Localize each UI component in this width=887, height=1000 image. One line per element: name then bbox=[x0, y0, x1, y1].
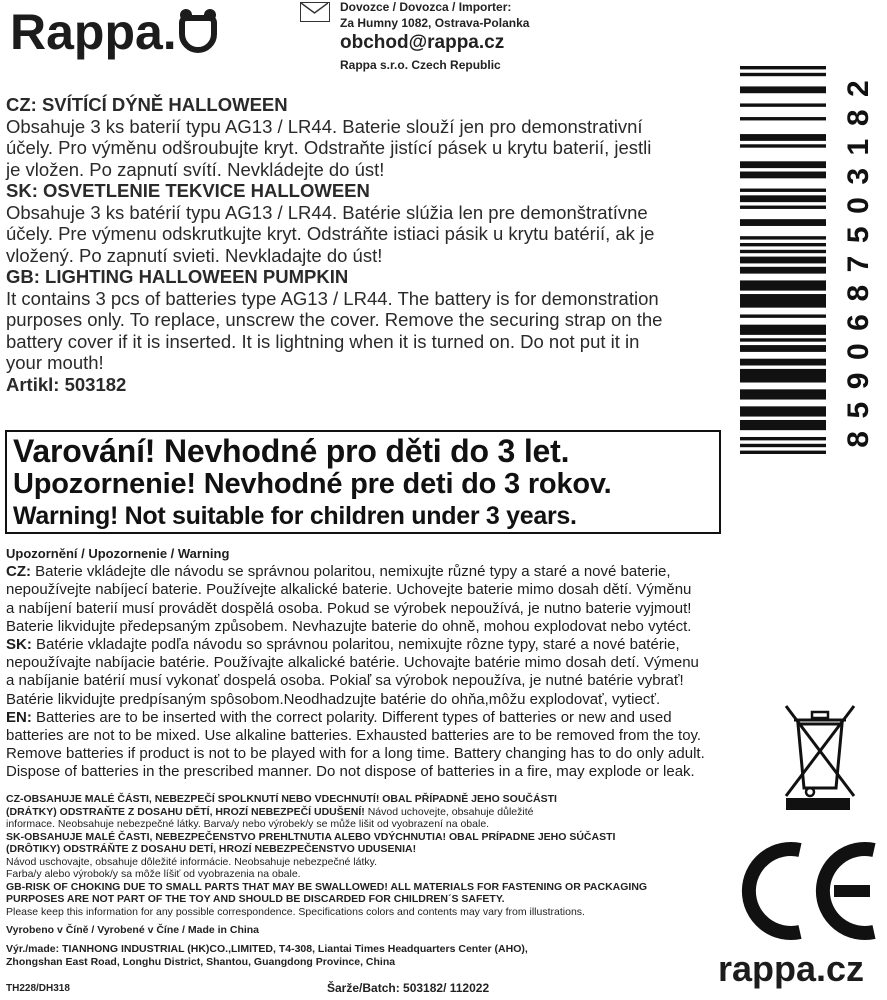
barcode-bar bbox=[740, 338, 826, 341]
barcode-bar bbox=[740, 406, 826, 416]
gb-text-line: It contains 3 pcs of batteries type AG13 / LR44. The battery is for demonstration bbox=[6, 287, 659, 309]
en-warning-line: Remove batteries if product is not to be played with for a long time. Battery changing has to do only adult. bbox=[6, 745, 705, 763]
sk-label: SK: bbox=[6, 636, 32, 654]
barcode-digit: 0 bbox=[841, 343, 875, 361]
cz-label: CZ: bbox=[6, 563, 31, 581]
brand-logo bbox=[10, 4, 217, 60]
sk-text-line: Obsahuje 3 ks batérií typu AG13 / LR44. Batérie slúžia len pre demonštratívne bbox=[6, 201, 648, 223]
barcode-bar bbox=[740, 161, 826, 168]
barcode-bar bbox=[740, 325, 826, 335]
barcode-bar bbox=[740, 250, 826, 253]
cz-text-line: je vložen. Po zapnutí svítí. Nevkládejte do úst! bbox=[6, 158, 385, 180]
sk-warning-line: Batérie vkladajte podľa návodu so správnou polaritou, nemixujte rôzne typy, staré a nové batérie, bbox=[31, 636, 680, 654]
barcode-bar bbox=[740, 117, 826, 120]
barcode-bar bbox=[740, 73, 826, 76]
barcode-bar bbox=[740, 172, 826, 179]
barcode-digit: 8 bbox=[841, 431, 875, 448]
barcode-bar bbox=[740, 389, 826, 399]
barcode-digit: 8 bbox=[841, 284, 875, 302]
gb-text-line: your mouth! bbox=[6, 352, 104, 373]
barcode-bar bbox=[740, 451, 826, 454]
barcode-bar bbox=[740, 86, 826, 93]
barcode-digit: 0 bbox=[841, 197, 875, 214]
en-label: EN: bbox=[6, 708, 32, 726]
cz-title: CZ: SVÍTÍCÍ DÝNĚ HALLOWEEN bbox=[6, 94, 288, 115]
sk-safety-line: SK-OBSAHUJE MALÉ ČASTI, NEBEZPEČENSTVO PREHLTNUTIA ALEBO VDÝCHNUTIA! OBAL PRÍPADNE JEHO SÚČASTI bbox=[6, 830, 616, 843]
barcode-bar bbox=[740, 280, 826, 290]
sk-safety-part: ODSTRÁŇTE Z DOSAHU DETÍ, HROZÍ NEBEZPEČENSTVO UDUSENIA! bbox=[63, 843, 417, 855]
manufacturer-line: Zhongshan East Road, Longhu District, Shantou, Guangdong Province, China bbox=[6, 955, 396, 968]
barcode-bar bbox=[740, 219, 826, 226]
barcode-digit: 7 bbox=[841, 255, 875, 273]
batch-number: Šarže/Batch: 503182/ 112022 bbox=[327, 981, 490, 995]
ce-mark-icon bbox=[738, 836, 878, 946]
barcode-digit: 8 bbox=[841, 109, 875, 127]
sk-warning-line: Batérie likvidujte predpísaným spôsobom.Neodhadzujte batérie do ohňa,môžu explodovať, vytiecť. bbox=[6, 690, 661, 708]
importer-company: Rappa s.r.o. Czech Republic bbox=[340, 58, 501, 72]
manufacturer-line: Výr./made: TIANHONG INDUSTRIAL (HK)CO.,LIMITED, T4-308, Liantai Times Headquarters Center (AHO), bbox=[6, 942, 528, 955]
cz-safety-part: Návod uchovejte, obsahuje důležité bbox=[364, 805, 534, 818]
age-warning-sk: Upozornenie! Nevhodné pre deti do 3 rokov. bbox=[13, 468, 612, 500]
battery-warning-header: Upozornění / Upozornenie / Warning bbox=[6, 546, 230, 561]
barcode-digit: 3 bbox=[841, 167, 875, 185]
cz-text-line: účely. Pro výměnu odšroubujte kryt. Odstraňte jistící pásek u krytu baterií, jestli bbox=[6, 137, 652, 158]
sk-safety-part: (DRÔTIKY) bbox=[6, 843, 64, 855]
barcode-digit: 5 bbox=[841, 401, 875, 419]
barcode-digit: 2 bbox=[841, 80, 875, 97]
cz-safety-part: ODSTRAŇTE Z DOSAHU DĚTÍ, HROZÍ NEBEZPEČÍ UDUŠENÍ! bbox=[59, 805, 365, 818]
age-warning-en: Warning! Not suitable for children under 3 years. bbox=[13, 502, 577, 530]
barcode bbox=[736, 62, 886, 462]
barcode-digit: 5 bbox=[841, 226, 875, 244]
bear-icon bbox=[179, 15, 217, 53]
weee-bar bbox=[786, 798, 850, 810]
battery-warnings bbox=[6, 545, 796, 782]
cz-warning-line: Baterie likvidujte předepsaným způsobem. Nevhazujte baterie do ohně, mohou explodovat nebo vytéct. bbox=[6, 617, 692, 635]
brand-logo-text: Rappa. bbox=[10, 4, 177, 60]
sk-warning-line: a nabíjanie batérií musí vykonať dospelá osoba. Pokiaľ sa výrobok nepoužíva, je nutné batérie vybrať! bbox=[6, 672, 684, 690]
cz-warning-line: Baterie vkládejte dle návodu se správnou polaritou, nemixujte různé typy a staré a nové baterie, bbox=[31, 563, 671, 581]
article-number: Artikl: 503182 bbox=[6, 373, 127, 395]
barcode-bar bbox=[740, 236, 826, 239]
sk-text-line: účely. Pre výmenu odskrutkujte kryt. Odstráňte istiaci pásik u krytu batérií, ak je bbox=[6, 223, 655, 244]
gb-safety-line: GB-RISK OF CHOKING DUE TO SMALL PARTS THAT MAY BE SWALLOWED! ALL MATERIALS FOR FASTENING OR PACKAGING bbox=[6, 880, 648, 893]
origin-block bbox=[6, 924, 726, 968]
made-in: Vyrobeno v Číně / Vyrobené v Číne / Made in China bbox=[6, 924, 260, 936]
barcode-bar bbox=[740, 369, 826, 383]
en-warning-line: batteries are not to be mixed. Use alkaline batteries. Exhausted batteries are to be removed from the toy. bbox=[6, 727, 702, 745]
barcode-digit: 6 bbox=[841, 314, 875, 331]
barcode-bar bbox=[740, 294, 826, 308]
barcode-bar bbox=[740, 66, 826, 69]
barcode-bar bbox=[740, 257, 826, 264]
barcode-bar bbox=[740, 134, 826, 141]
gb-safety-line: PURPOSES ARE NOT PART OF THE TOY AND SHOULD BE DISCARDED FOR CHILDREN´S SAFETY. bbox=[6, 893, 505, 905]
weee-bin-icon bbox=[780, 700, 860, 810]
importer-address: Za Humny 1082, Ostrava-Polanka bbox=[340, 16, 530, 30]
sk-title: SK: OSVETLENIE TEKVICE HALLOWEEN bbox=[6, 180, 370, 201]
barcode-bar bbox=[740, 189, 826, 192]
sk-safety-line: Farba/y alebo výrobok/y sa môže líšiť od vyobrazenia na obale. bbox=[6, 868, 301, 880]
barcode-bar bbox=[740, 267, 826, 274]
safety-small-print bbox=[6, 793, 726, 918]
barcode-bar bbox=[740, 243, 826, 246]
importer-email: obchod@rappa.cz bbox=[340, 32, 505, 53]
envelope-icon bbox=[300, 2, 330, 22]
barcode-bar bbox=[740, 206, 826, 209]
barcode-digit: 1 bbox=[841, 138, 875, 156]
en-warning-line: Batteries are to be inserted with the correct polarity. Different types of batteries or new and used bbox=[31, 708, 672, 726]
barcode-bar bbox=[740, 444, 826, 447]
barcode-bar bbox=[740, 144, 826, 147]
gb-text-line: purposes only. To replace, unscrew the cover. Remove the securing strap on the bbox=[6, 309, 663, 330]
gb-title: GB: LIGHTING HALLOWEEN PUMPKIN bbox=[6, 266, 349, 287]
barcode-bar bbox=[740, 437, 826, 440]
barcode-digit: 9 bbox=[841, 372, 875, 390]
barcode-bar bbox=[740, 420, 826, 430]
barcode-bar bbox=[740, 314, 826, 317]
gb-safety-line: Please keep this information for any possible correspondence. Specifications colors and contents may vary from illustrations. bbox=[6, 905, 585, 918]
age-warning-box bbox=[5, 430, 721, 534]
cz-warning-line: a nabíjení baterií musí provádět dospělá osoba. Pokud se výrobek nepoužívá, je nutno baterie vyjmout! bbox=[6, 599, 692, 617]
barcode-bar bbox=[740, 359, 826, 366]
sk-text-line: vložený. Po zapnutí svieti. Nevkladajte do úst! bbox=[6, 244, 383, 266]
barcode-bar bbox=[740, 103, 826, 106]
website: rappa.cz bbox=[718, 948, 865, 989]
barcode-bar bbox=[740, 345, 826, 352]
sk-safety-line: Návod uschovajte, obsahuje dôležité informácie. Neobsahuje nebezpečné látky. bbox=[6, 855, 378, 868]
cz-warning-line: nepoužívejte nabíjecí baterie. Používejte alkalické baterie. Uchovejte baterie mimo dosah dětí. Výměnu bbox=[6, 581, 692, 599]
cz-text-line: Obsahuje 3 ks baterií typu AG13 / LR44. Baterie slouží jen pro demonstrativní bbox=[6, 115, 643, 137]
cz-safety-line: CZ-OBSAHUJE MALÉ ČÁSTI, NEBEZPEČÍ SPOLKNUTÍ NEBO VDECHNUTÍ! OBAL PŘÍPADNĚ JEHO SOUČÁSTI bbox=[6, 793, 557, 805]
barcode-bar bbox=[740, 195, 826, 202]
cz-safety-part: (DRÁTKY) bbox=[6, 805, 60, 818]
importer-label: Dovozce / Dovozca / Importer: bbox=[340, 0, 512, 14]
gb-text-line: battery cover if it is inserted. It is lightning when it is turned on. Do not put it in bbox=[6, 330, 640, 352]
en-warning-line: Dispose of batteries in the prescribed manner. Do not dispose of batteries in a fire, may explode or leak. bbox=[6, 763, 695, 781]
product-description bbox=[6, 94, 726, 395]
cz-safety-line: informace. Neobsahuje nebezpečné látky. Barva/y nebo výrobek/y se může lišit od vyobrazení na obale. bbox=[6, 818, 490, 830]
age-warning-cz: Varování! Nevhodné pro děti do 3 let. bbox=[13, 433, 570, 469]
product-code: TH228/DH318 bbox=[6, 983, 70, 994]
sk-warning-line: nepoužívajte nabíjacie batérie. Používajte alkalické batérie. Uchovajte batérie mimo dosah detí. Výmenu bbox=[6, 654, 699, 672]
